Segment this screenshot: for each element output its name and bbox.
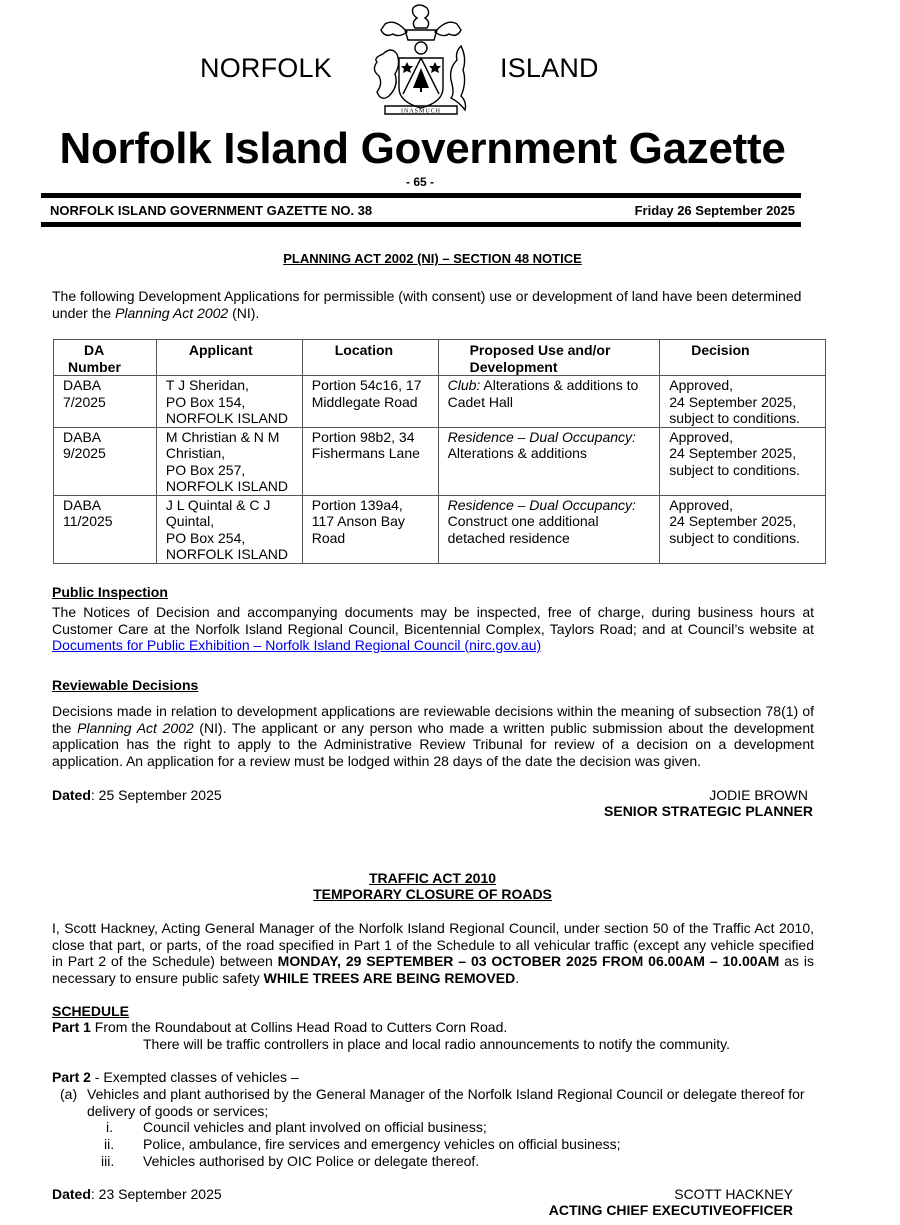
cell-applicant: T J Sheridan, PO Box 154, NORFOLK ISLAND [156,376,302,428]
cell-proposed-use: Residence – Dual Occupancy: Alterations & additions [438,427,660,495]
header-da-number: DA Number [54,340,157,376]
planning-dated: Dated: 25 September 2025 [52,787,222,803]
road-closure-heading: TEMPORARY CLOSURE OF ROADS [313,886,552,902]
development-applications-table [53,339,826,564]
schedule-part-1: Part 1 From the Roundabout at Collins Head Road to Cutters Corn Road. [52,1019,508,1035]
gazette-info-strip [50,203,795,220]
planning-notice-heading: PLANNING ACT 2002 (NI) – SECTION 48 NOTICE [283,251,582,266]
gazette-title: Norfolk Island Government Gazette [59,124,786,173]
item-a-marker: (a) [60,1086,78,1102]
masthead-norfolk: NORFOLK [200,53,332,83]
traffic-dated: Dated: 23 September 2025 [52,1186,222,1202]
cell-da-number: DABA 7/2025 [54,376,157,428]
public-inspection-text: The Notices of Decision and accompanying documents may be inspected, free of charge, during business hours at Customer Care at the Norfolk Island Regional Council, Bicentennial Complex, Taylors Road; and at Council’s website at Documents for Public Exhibition – Norfolk Island Regional Council (nirc.gov.au) [52,604,814,653]
traffic-signatory-title: ACTING CHIEF EXECUTIVEOFFICER [548,1202,793,1218]
cell-proposed-use: Residence – Dual Occupancy: Construct one additional detached residence [438,495,660,563]
traffic-act-heading: TRAFFIC ACT 2010 [368,870,497,886]
cell-decision: Approved, 24 September 2025, subject to conditions. [660,495,826,563]
item-a-text: Vehicles and plant authorised by the General Manager of the Norfolk Island Regional Council or delegate thereof for delivery of goods or services; [87,1086,805,1119]
schedule-part-2: Part 2 - Exempted classes of vehicles – [52,1069,299,1085]
table-row [54,495,826,563]
coat-of-arms-icon [355,2,487,118]
planning-signatory-title: SENIOR STRATEGIC PLANNER [604,803,813,819]
schedule-part-1-note: There will be traffic controllers in place and local radio announcements to notify the community. [143,1036,731,1052]
cell-location: Portion 54c16, 17 Middlegate Road [302,376,438,428]
traffic-notice-body: I, Scott Hackney, Acting General Manager of the Norfolk Island Regional Council, under section 50 of the Traffic Act 2010, close that part, or parts, of the road specified in Part 1 of the Schedule to all vehicular traffic (except any vehicle specified in Part 2 of the Schedule) between MONDAY, 29 SEPTEMBER – 03 OCTOBER 2025 FROM 06.00AM – 10.00AM as is necessary to ensure public safety WHILE TREES ARE BEING REMOVED. [52,920,814,986]
reviewable-decisions-heading: Reviewable Decisions [52,677,199,693]
gazette-number: NORFOLK ISLAND GOVERNMENT GAZETTE NO. 38 [50,203,373,218]
subitem-text: Vehicles authorised by OIC Police or delegate thereof. [143,1153,480,1169]
crest-motto: INASMUCH [400,108,442,115]
table-row [54,376,826,428]
schedule-heading: SCHEDULE [52,1003,130,1019]
public-inspection-heading: Public Inspection [52,584,168,600]
cell-applicant: M Christian & N M Christian, PO Box 257, NORFOLK ISLAND [156,427,302,495]
subitem-text: Council vehicles and plant involved on official business; [143,1119,487,1135]
page-number: - 65 - [405,175,434,189]
subitem-marker: iii. [101,1153,115,1169]
table-header-row [54,340,826,376]
cell-da-number: DABA 9/2025 [54,427,157,495]
cell-proposed-use: Club: Alterations & additions to Cadet Hall [438,376,660,428]
header-rule-top [41,193,801,198]
table-row [54,427,826,495]
cell-location: Portion 98b2, 34 Fishermans Lane [302,427,438,495]
reviewable-decisions-text: Decisions made in relation to development applications are reviewable decisions within the meaning of subsection 78(1) of the Planning Act 2002 (NI). The applicant or any person who made a written public submission about the development application has the right to apply to the Administrative Review Tribunal for review of a decision on a development application. An application for a review must be lodged within 28 days of the date the decision was given. [52,703,814,769]
cell-decision: Approved, 24 September 2025, subject to conditions. [660,376,826,428]
header-applicant: Applicant [156,340,302,376]
subitem-text: Police, ambulance, fire services and emergency vehicles on official business; [143,1136,621,1152]
subitem-marker: ii. [104,1136,115,1152]
cell-decision: Approved, 24 September 2025, subject to conditions. [660,427,826,495]
traffic-signatory-name: SCOTT HACKNEY [674,1186,793,1202]
gazette-date: Friday 26 September 2025 [634,203,795,218]
planning-intro: The following Development Applications for permissible (with consent) use or development of land have been determined under the Planning Act 2002 (NI). [52,288,802,321]
header-proposed-use: Proposed Use and/or Development [438,340,660,376]
cell-location: Portion 139a4, 117 Anson Bay Road [302,495,438,563]
cell-da-number: DABA 11/2025 [54,495,157,563]
header-location: Location [302,340,438,376]
planning-signatory-name: JODIE BROWN [709,787,808,803]
header-decision: Decision [660,340,826,376]
public-exhibition-link[interactable]: Documents for Public Exhibition – Norfolk Island Regional Council (nirc.gov.au) [52,637,542,653]
subitem-marker: i. [106,1119,113,1135]
header-rule-bottom [41,222,801,227]
cell-applicant: J L Quintal & C J Quintal, PO Box 254, NORFOLK ISLAND [156,495,302,563]
masthead-island: ISLAND [500,53,599,83]
